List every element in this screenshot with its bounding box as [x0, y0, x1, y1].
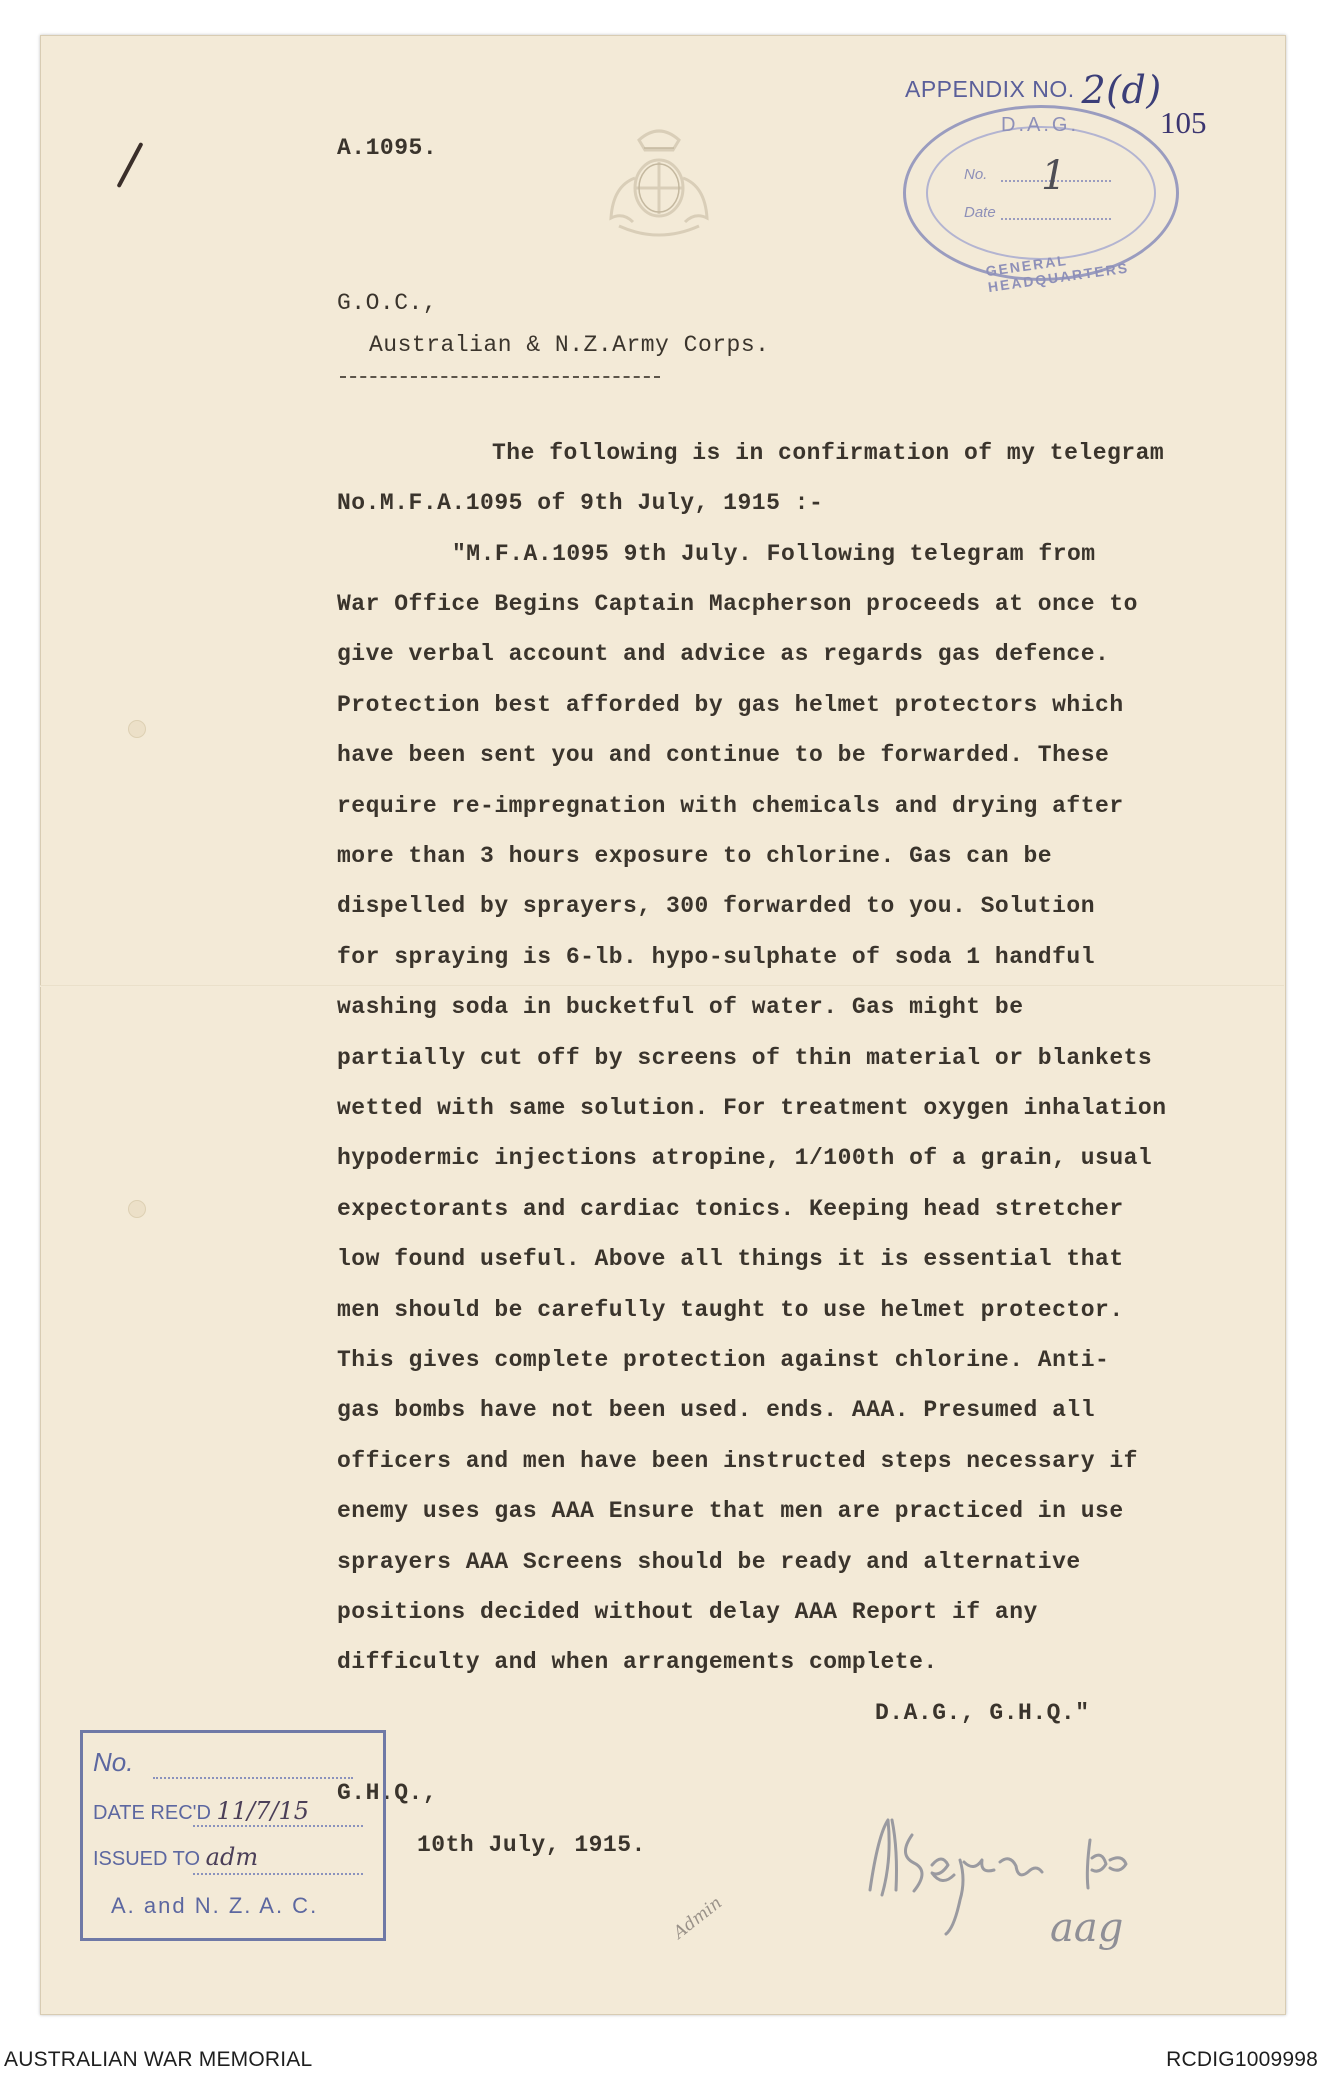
body-line: Protection best afforded by gas helmet protectors which [337, 692, 1124, 718]
body-line: War Office Begins Captain Macpherson proceeds at once to [337, 591, 1138, 617]
stamp-bottom-text: GENERAL HEADQUARTERS [984, 251, 1131, 296]
body-line: give verbal account and advice as regards gas defence. [337, 641, 1110, 667]
body-line: enemy uses gas AAA Ensure that men are practiced in use [337, 1498, 1124, 1524]
body-line: positions decided without delay AAA Report if any [337, 1599, 1038, 1625]
body-line: partially cut off by screens of thin material or blankets [337, 1045, 1153, 1071]
stamp-title: D.A.G. [1001, 114, 1080, 136]
punch-hole-bottom [128, 1200, 146, 1218]
anzac-date-row [93, 1797, 309, 1825]
anzac-issued-line [193, 1873, 363, 1875]
body-line: hypodermic injections atropine, 1/100th of a grain, usual [337, 1145, 1153, 1171]
footer-institution: AUSTRALIAN WAR MEMORIAL [4, 2048, 313, 2071]
anzac-date-value: 11/7/15 [216, 1797, 309, 1825]
anzac-date-label: DATE REC'D [93, 1802, 211, 1824]
punch-hole-top [128, 720, 146, 738]
dag-receipt-stamp [903, 105, 1179, 296]
body-line: require re-impregnation with chemicals and drying after [337, 793, 1124, 819]
body-line: The following is in confirmation of my telegram [492, 440, 1165, 466]
paper-fold-line [40, 985, 1284, 987]
anzac-receipt-stamp [80, 1730, 386, 1941]
stamp-no-label: No. [964, 166, 988, 183]
signature-caption: aag [1050, 1905, 1124, 1951]
body-line: wetted with same solution. For treatment oxygen inhalation [337, 1095, 1167, 1121]
appendix-label-text: APPENDIX NO. [905, 76, 1075, 102]
body-line: washing soda in bucketful of water. Gas might be [337, 994, 1024, 1020]
appendix-number: 2(d) [1081, 68, 1162, 112]
body-line: "M.F.A.1095 9th July. Following telegram from [452, 541, 1096, 567]
embossed-crest-icon [594, 118, 724, 243]
body-line: men should be carefully taught to use helmet protector. [337, 1297, 1124, 1323]
body-line: difficulty and when arrangements complete. [337, 1649, 938, 1675]
sign-off: D.A.G., G.H.Q." [875, 1700, 1090, 1726]
footer-record-id: RCDIG1009998 [1166, 2048, 1318, 2071]
date-line: 10th July, 1915. [417, 1832, 646, 1858]
address-underline [340, 376, 660, 378]
anzac-no-line [153, 1777, 353, 1779]
anzac-date-line [193, 1825, 363, 1827]
body-line: This gives complete protection against chlorine. Anti- [337, 1347, 1110, 1373]
body-line: more than 3 hours exposure to chlorine. Gas can be [337, 843, 1053, 869]
anzac-issued-row [93, 1843, 258, 1871]
body-line: low found useful. Above all things it is essential that [337, 1246, 1124, 1272]
body-line: expectorants and cardiac tonics. Keeping head stretcher [337, 1196, 1124, 1222]
stamp-date-label: Date [964, 204, 996, 221]
addressee-line-2: Australian & N.Z.Army Corps. [369, 332, 770, 358]
addressee-line-1: G.O.C., [337, 290, 438, 316]
body-line: dispelled by sprayers, 300 forwarded to you. Solution [337, 893, 1096, 919]
anzac-issued-value: adm [205, 1843, 259, 1871]
folio-number: 105 [1160, 105, 1207, 140]
body-line: No.M.F.A.1095 of 9th July, 1915 :- [337, 490, 824, 516]
anzac-unit: A. and N. Z. A. C. [111, 1893, 319, 1918]
body-line: have been sent you and continue to be forwarded. These [337, 742, 1110, 768]
body-line: for spraying is 6-lb. hypo-sulphate of soda 1 handful [337, 944, 1096, 970]
pencil-note: Admin [669, 1892, 726, 1944]
stamp-date-line [1001, 218, 1111, 220]
body-line: officers and men have been instructed steps necessary if [337, 1448, 1138, 1474]
body-line: gas bombs have not been used. ends. AAA. Presumed all [337, 1397, 1096, 1423]
stamp-no-value: 1 [1041, 153, 1067, 199]
anzac-no-label: No. [93, 1747, 134, 1777]
anzac-issued-label: ISSUED TO [93, 1848, 201, 1870]
place-line: G.H.Q., [337, 1780, 438, 1806]
reference-number: A.1095. [337, 135, 438, 161]
body-line: sprayers AAA Screens should be ready and alternative [337, 1549, 1081, 1575]
appendix-label [905, 62, 1162, 112]
